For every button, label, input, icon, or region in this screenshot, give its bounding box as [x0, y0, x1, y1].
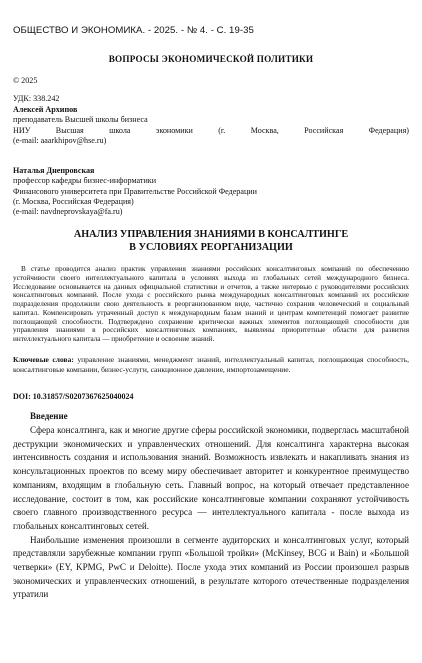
keywords-label: Ключевые слова: — [13, 355, 74, 364]
body-paragraph: Наибольшие изменения произошли в сегменте аудиторских и консалтинговых услуг, который представляли зарубежные компании групп «Большой тройки» (McKinsey, BCG и Bain) и «Большой четверки» (EY, KPMG, PwC и Deloitte). После ухода этих компаний из России произошел разрыв экономических и управленческих отношений, в результате которого отечественные подразделения утратили — [13, 534, 409, 600]
abstract — [13, 265, 409, 344]
author-name: Наталья Днепровская — [13, 166, 95, 175]
keywords-text: управление знаниями, менеджмент знаний, интеллектуальный капитал, поглощающая способность, консалтинговые компании, бизнес-услуги, санкционное давление, импортозамещение. — [13, 355, 409, 374]
udc-code: УДК: 338.242 — [13, 94, 60, 103]
journal-header: ОБЩЕСТВО И ЭКОНОМИКА. - 2025. - № 4. - С. 19-35 — [13, 25, 254, 36]
intro-heading: Введение — [30, 411, 68, 421]
author-email: (e-mail: aaarkhipov@hse.ru) — [13, 135, 107, 145]
body-text — [13, 424, 409, 602]
doi: DOI: 10.31857/S0207367625040024 — [13, 392, 134, 401]
author-block — [13, 105, 409, 146]
author-affiliation: (г. Москва, Российская Федерация) — [13, 196, 134, 206]
article-title-line: АНАЛИЗ УПРАВЛЕНИЯ ЗНАНИЯМИ В КОНСАЛТИНГЕ — [73, 229, 349, 240]
section-title: ВОПРОСЫ ЭКОНОМИЧЕСКОЙ ПОЛИТИКИ — [108, 54, 314, 64]
abstract-text: В статье проводится анализ практик управления знаниями российских консалтинговых компаний по обеспечению устойчивости своего интеллектуального капитала в условиях выхода из глобальных сетей международного бизнеса. Исследование основывается на данных официальной статистики и отчетов, а также интервью с руководителями российских консалтинговых компаний. После ухода с российского рынка международных консалтинговых компаний их российские подразделения продолжили свою деятельность в реорганизованном виде, частично сохранив человеческий и социальный капитал. Компенсировать утраченный доступ к международным базам знаний и центрам компетенций помогает развитие поглощающей способности. Подтверждено сохранение критически важных элементов поглощающей способности для управления знаниями в российских консалтинговых компаниях, выявлены приоритетные области для развития интеллектуального капитала — приобретение и освоение знаний. — [13, 265, 409, 343]
copyright: © 2025 — [13, 76, 38, 85]
author-name: Алексей Архипов — [13, 105, 78, 114]
article-title — [0, 228, 422, 254]
author-affiliation: НИУ Высшая школа экономики (г. Москва, Российская Федерация) — [13, 125, 409, 135]
author-email: (e-mail: navdneprovskaya@fa.ru) — [13, 207, 123, 217]
keywords — [13, 355, 409, 374]
article-title-line: В УСЛОВИЯХ РЕОРГАНИЗАЦИИ — [129, 242, 293, 253]
author-block — [13, 166, 257, 217]
author-affiliation: Финансового университета при Правительстве Российской Федерации — [13, 186, 257, 196]
author-affiliation: профессор кафедры бизнес-информатики — [13, 176, 157, 186]
body-paragraph: Сфера консалтинга, как и многие другие сферы российской экономики, подверглась масштабной деструкции экономических и управленческих отношений. Для консалтинга характерна высокая интенсивность создания и использования знаний. Возможность извлекать и накапливать знания из консультационных проектов по всему миру обеспечивает авторитет и конкурентное преимущество компаниям, входящим в глобальную сеть. Главный вопрос, на который отвечает представленное исследование, состоит в том, как российские консалтинговые компании сохраняют устойчивость своего главного производственного ресурса — интеллектуального капитала - после выхода из глобальных консалтинговых сетей. — [13, 425, 409, 531]
author-affiliation: преподаватель Высшей школы бизнеса — [13, 115, 148, 125]
